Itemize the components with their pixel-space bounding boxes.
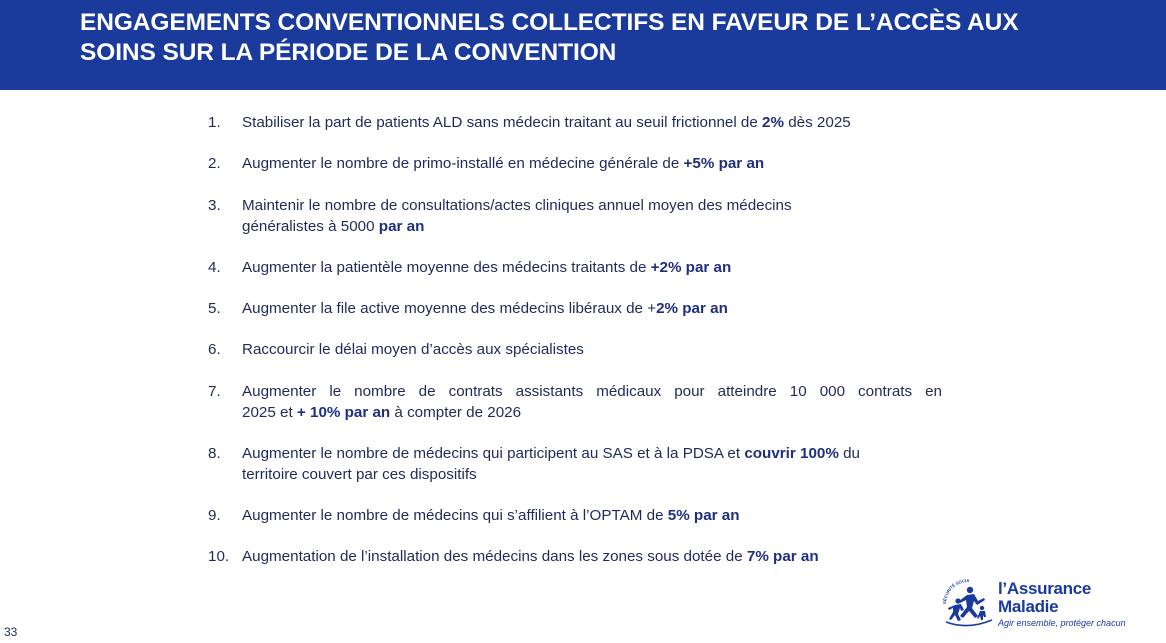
list-item-highlight: 2%	[762, 114, 784, 131]
list-item-number: 1.	[208, 114, 221, 131]
list-item-text: Augmenter la file active moyenne des médecins libéraux de +	[242, 300, 657, 317]
list-item-text: à compter de 2026	[390, 404, 522, 421]
list-item-highlight: par an	[378, 218, 425, 235]
page-title-line-2: SOINS SUR LA PÉRIODE DE LA CONVENTION	[80, 39, 617, 66]
logo-tagline: Agir ensemble, protéger chacun	[998, 618, 1126, 628]
list-item-text: Raccourcir le délai moyen d’accès aux spécialistes	[242, 341, 584, 358]
list-item-text: Augmenter le nombre de médecins qui s’affilient à l’OPTAM de	[242, 507, 668, 524]
list-item-text: Augmenter le nombre de primo-installé en médecine générale de	[242, 155, 684, 172]
list-item-highlight: couvrir 100%	[744, 445, 839, 462]
list-item-text: dès 2025	[784, 114, 851, 131]
list-item-text: 2025 et	[242, 404, 297, 421]
logo-arc-text: SÉCURITÉ SOCIA	[941, 577, 970, 605]
header-banner	[0, 0, 1166, 90]
list-item-number: 4.	[208, 259, 221, 276]
list-item-number: 6.	[208, 341, 221, 358]
logo-wordmark	[998, 580, 1091, 616]
list-item-highlight: 7% par an	[746, 548, 819, 565]
list-item-number: 10.	[208, 548, 230, 565]
logo-line-2: Maladie	[998, 597, 1059, 616]
list-item-text: du	[838, 445, 861, 462]
list-item-highlight: +5% par an	[683, 155, 765, 172]
list-item-number: 2.	[208, 155, 221, 172]
list-item-number: 5.	[208, 300, 221, 317]
list-item-text: Stabiliser la part de patients ALD sans médecin traitant au seuil frictionnel de	[242, 114, 763, 131]
list-item-number: 3.	[208, 197, 221, 214]
list-item-highlight: 2% par an	[656, 300, 728, 317]
assurance-maladie-logo	[938, 574, 1128, 634]
list-item-highlight: + 10% par an	[296, 404, 391, 421]
list-item-text: territoire couvert par ces dispositifs	[242, 466, 477, 483]
list-item-text: Augmenter la patientèle moyenne des médecins traitants de	[242, 259, 651, 276]
list-item-number: 8.	[208, 445, 221, 462]
list-item-highlight: 5% par an	[667, 507, 740, 524]
list-item-text: Augmentation de l’installation des médecins dans les zones sous dotée de	[242, 548, 747, 565]
list-item-number: 7.	[208, 383, 221, 400]
list-item-text: généralistes à 5000	[242, 218, 379, 235]
page-number: 33	[4, 625, 18, 639]
list-item-number: 9.	[208, 507, 221, 524]
page-title	[80, 8, 1140, 68]
list-item-text: Augmenter le nombre de médecins qui participent au SAS et à la PDSA et	[242, 445, 745, 462]
list-item-highlight: +2% par an	[650, 259, 732, 276]
people-emblem-icon	[938, 574, 998, 630]
list-item-text: Maintenir le nombre de consultations/actes cliniques annuel moyen des médecins	[242, 197, 792, 214]
logo-line-1: l’Assurance	[998, 579, 1092, 598]
page-title-line-1: ENGAGEMENTS CONVENTIONNELS COLLECTIFS EN FAVEUR DE L’ACCÈS AUX	[80, 9, 1019, 36]
list-item-text: Augmenter le nombre de contrats assistants médicaux pour atteindre 10 000 contrats en	[242, 383, 942, 400]
